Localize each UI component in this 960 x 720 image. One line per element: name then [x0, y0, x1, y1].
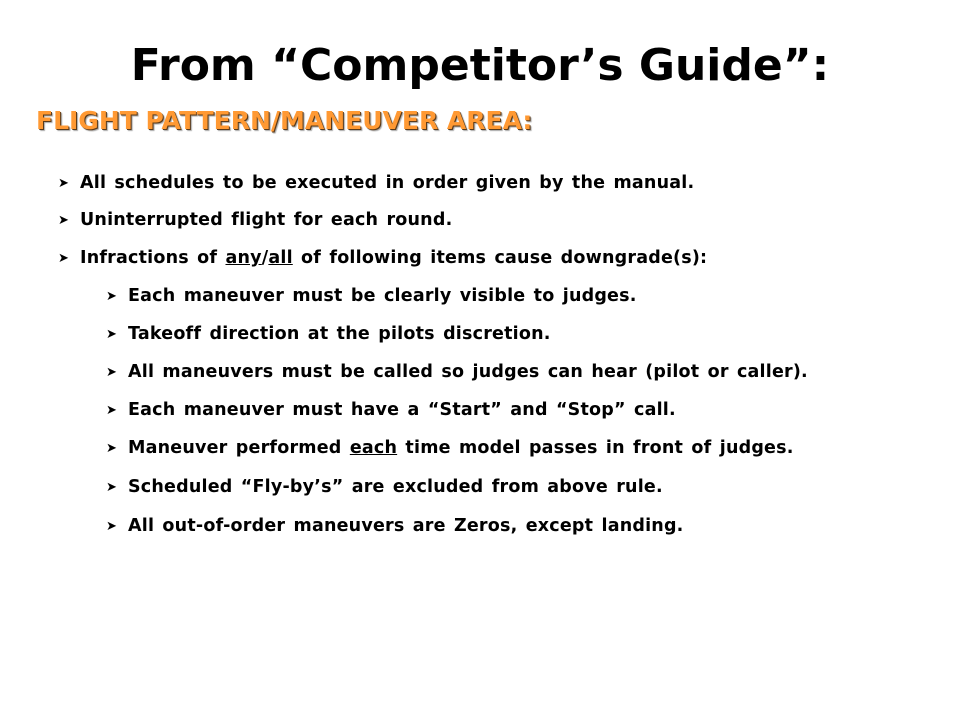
arrowhead-right-icon: ➤: [106, 441, 118, 456]
sub-bullet-item: [106, 514, 684, 539]
arrowhead-right-icon: ➤: [106, 519, 118, 534]
arrowhead-right-icon: ➤: [106, 289, 118, 304]
sub-bullet-item: [106, 360, 808, 385]
bullet-text-mid: /: [261, 248, 269, 268]
bullet-text-post: of following items cause downgrade(s):: [292, 248, 708, 268]
underlined-word: any: [225, 248, 262, 268]
bullet-item: [58, 246, 707, 271]
underlined-word: all: [268, 248, 293, 268]
section-heading: FLIGHT PATTERN/MANEUVER AREA:: [36, 106, 533, 135]
sub-bullet-text: Each maneuver must have a “Start” and “Stop” call.: [128, 400, 676, 420]
sub-bullet-text: Takeoff direction at the pilots discretion.: [128, 324, 551, 344]
sub-bullet-text: All maneuvers must be called so judges can hear (pilot or caller).: [128, 362, 808, 382]
underlined-word: each: [349, 438, 398, 458]
arrowhead-right-icon: ➤: [58, 251, 70, 266]
arrowhead-right-icon: ➤: [106, 403, 118, 418]
arrowhead-right-icon: ➤: [106, 480, 118, 495]
bullet-item: [58, 208, 452, 233]
bullet-item: [58, 171, 694, 196]
slide-title: From “Competitor’s Guide”:: [130, 40, 830, 91]
sub-bullet-text-pre: Maneuver performed: [128, 438, 350, 458]
sub-bullet-item: [106, 322, 551, 347]
sub-bullet-text: Each maneuver must be clearly visible to judges.: [128, 286, 637, 306]
arrowhead-right-icon: ➤: [106, 365, 118, 380]
bullet-text: All schedules to be executed in order given by the manual.: [80, 173, 695, 193]
sub-bullet-text: Scheduled “Fly-by’s” are excluded from above rule.: [128, 477, 663, 497]
arrowhead-right-icon: ➤: [106, 327, 118, 342]
arrowhead-right-icon: ➤: [58, 176, 70, 191]
bullet-text: Uninterrupted flight for each round.: [80, 210, 453, 230]
sub-bullet-item: [106, 436, 794, 461]
sub-bullet-item: [106, 284, 637, 309]
arrowhead-right-icon: ➤: [58, 213, 70, 228]
sub-bullet-item: [106, 475, 663, 500]
sub-bullet-text: All out-of-order maneuvers are Zeros, except landing.: [128, 516, 684, 536]
sub-bullet-item: [106, 398, 676, 423]
sub-bullet-text-post: time model passes in front of judges.: [397, 438, 794, 458]
bullet-text-pre: Infractions of: [80, 248, 226, 268]
